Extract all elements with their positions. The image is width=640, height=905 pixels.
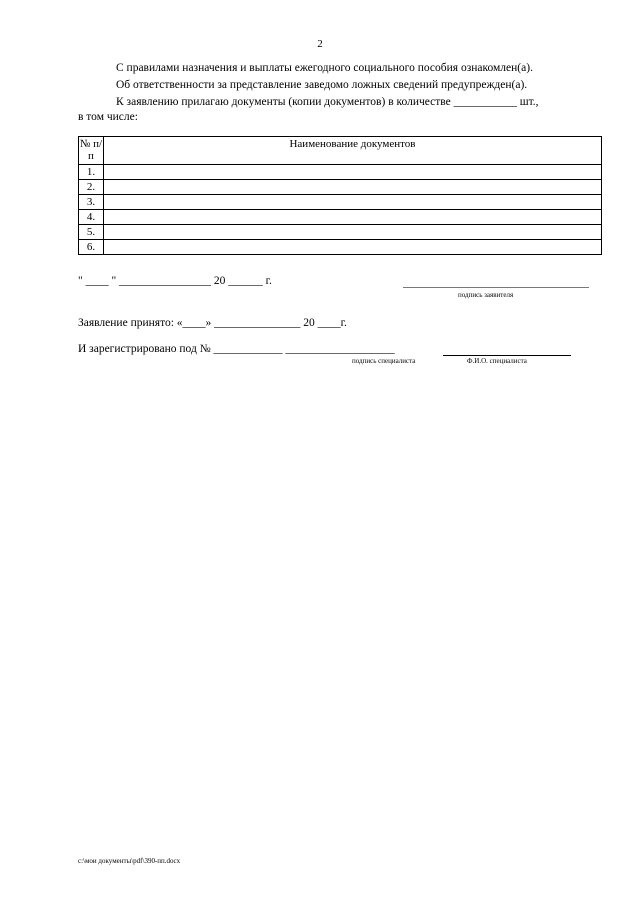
paragraph-including: в том числе:	[78, 111, 138, 123]
row-number: 3.	[79, 195, 104, 210]
specialist-name-line[interactable]	[443, 355, 571, 356]
row-number: 6.	[79, 240, 104, 255]
table-row	[79, 195, 602, 210]
document-name-cell[interactable]	[104, 210, 602, 225]
table-row	[79, 225, 602, 240]
table-row	[79, 165, 602, 180]
document-name-cell[interactable]	[104, 225, 602, 240]
header-number: № п/п	[79, 137, 104, 165]
page-number: 2	[317, 38, 323, 50]
document-name-cell[interactable]	[104, 165, 602, 180]
applicant-signature-caption: подпись заявителя	[458, 291, 514, 299]
row-number: 5.	[79, 225, 104, 240]
paragraph-liability-warning: Об ответственности за представление заведомо ложных сведений предупрежден(а).	[116, 79, 528, 91]
footer-file-path: c:\мои документы\pdf\390-пп.docx	[78, 857, 181, 865]
row-number: 1.	[79, 165, 104, 180]
documents-table	[78, 136, 602, 255]
applicant-signature-line[interactable]	[403, 287, 589, 288]
table-row	[79, 180, 602, 195]
paragraph-rules-acknowledged: С правилами назначения и выплаты ежегодного социального пособия ознакомлен(а).	[116, 62, 533, 74]
document-name-cell[interactable]	[104, 180, 602, 195]
row-number: 4.	[79, 210, 104, 225]
document-name-cell[interactable]	[104, 240, 602, 255]
specialist-name-caption: Ф.И.О. специалиста	[467, 357, 527, 365]
table-header-row	[79, 137, 602, 165]
document-name-cell[interactable]	[104, 195, 602, 210]
header-document-name: Наименование документов	[104, 137, 602, 165]
row-number: 2.	[79, 180, 104, 195]
registration-line: И зарегистрировано под № ____________ ___________________	[78, 343, 395, 355]
specialist-signature-caption: подпись специалиста	[352, 357, 416, 365]
table-row	[79, 240, 602, 255]
table-row	[79, 210, 602, 225]
application-accepted-line: Заявление принято: «____» _______________ 20 ____г.	[78, 317, 347, 329]
paragraph-attached-documents: К заявлению прилагаю документы (копии документов) в количестве ___________ шт.,	[116, 96, 539, 108]
application-date-line: " ____ " ________________ 20 ______ г.	[78, 275, 272, 287]
